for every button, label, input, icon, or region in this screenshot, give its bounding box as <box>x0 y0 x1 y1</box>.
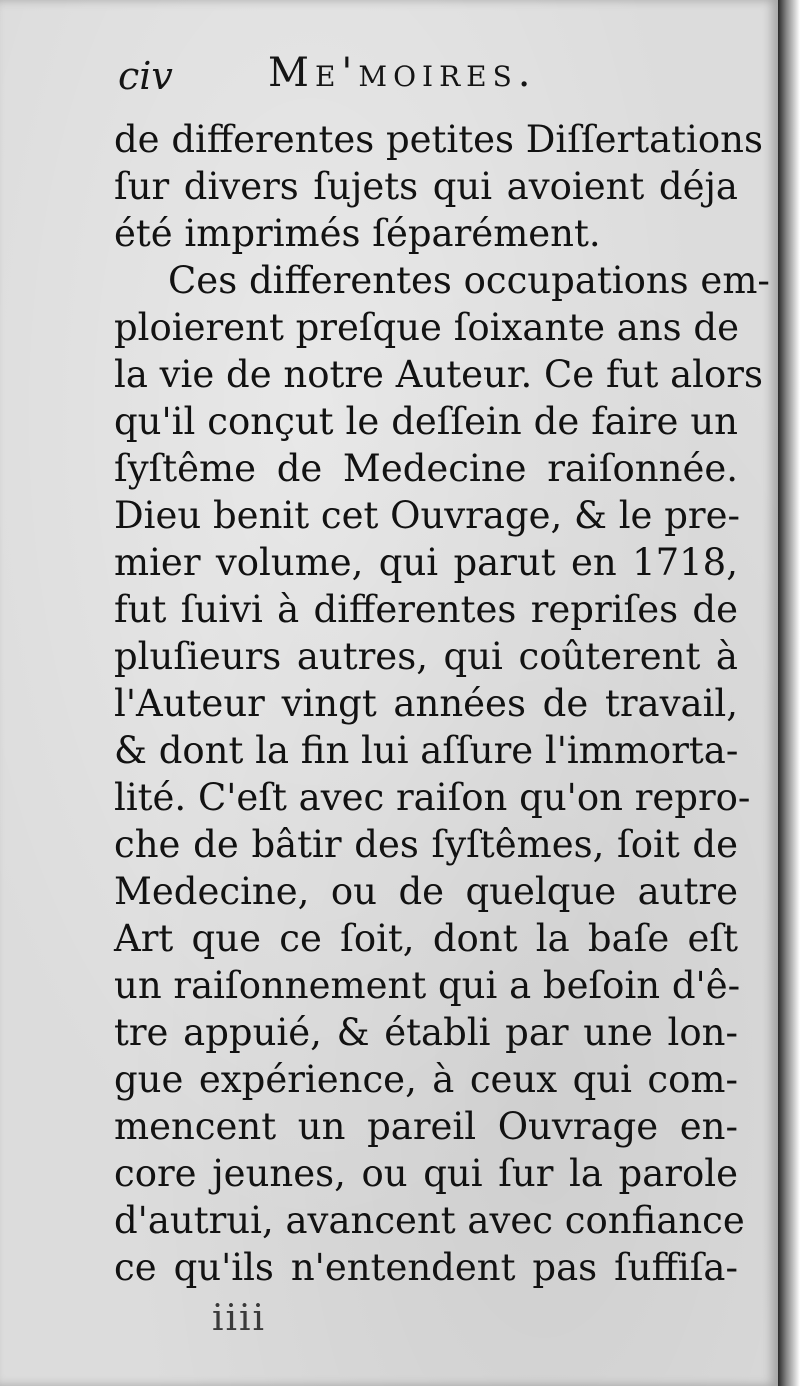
page-edge-shadow <box>778 0 800 1386</box>
text-line: Ces differentes occupations em- <box>168 259 770 302</box>
body-text <box>114 116 770 1291</box>
text-line: qu'il conçut le deſſein de faire un <box>114 400 738 443</box>
text-line: lité. C'eſt avec raiſon qu'on repro- <box>114 776 751 819</box>
text-line: ſyſtême de Medecine raiſonnée. <box>114 447 738 490</box>
page-number: civ <box>118 54 173 98</box>
page-header <box>118 50 738 110</box>
text-line: ploierent preſque ſoixante ans de <box>114 306 740 349</box>
text-line: la vie de notre Auteur. Ce fut alors <box>114 353 763 396</box>
text-line: été imprimés ſéparément. <box>114 212 601 255</box>
text-line: gue expérience, à ceux qui com- <box>114 1058 738 1101</box>
text-line: Medecine, ou de quelque autre <box>114 870 738 913</box>
text-line: l'Auteur vingt années de travail, <box>114 682 738 725</box>
text-line: ſur divers ſujets qui avoient déja <box>114 165 738 208</box>
text-line: pluſieurs autres, qui coûterent à <box>114 635 738 678</box>
text-line: d'autrui, avancent avec confiance <box>114 1199 745 1242</box>
text-line: de differentes petites Diſſertations <box>114 118 763 161</box>
text-line: tre appuié, & établi par une lon- <box>114 1011 738 1054</box>
text-line: core jeunes, ou qui ſur la parole <box>114 1152 738 1195</box>
text-line: mier volume, qui parut en 1718, <box>114 541 738 584</box>
signature-mark: iiii <box>212 1298 267 1339</box>
text-line: mencent un pareil Ouvrage en- <box>114 1105 738 1148</box>
text-line: ce qu'ils n'entendent pas ſuffiſa- <box>114 1246 738 1289</box>
text-line: fut ſuivi à differentes repriſes de <box>114 588 738 631</box>
text-line: un raiſonnement qui a beſoin d'ê- <box>114 964 741 1007</box>
running-title: Me'moires. <box>268 50 537 96</box>
text-line: che de bâtir des ſyſtêmes, ſoit de <box>114 823 738 866</box>
text-line: Art que ce ſoit, dont la baſe eſt <box>114 917 738 960</box>
text-line: & dont la fin lui aſſure l'immorta- <box>114 729 739 772</box>
text-line: Dieu benit cet Ouvrage, & le pre- <box>114 494 740 537</box>
